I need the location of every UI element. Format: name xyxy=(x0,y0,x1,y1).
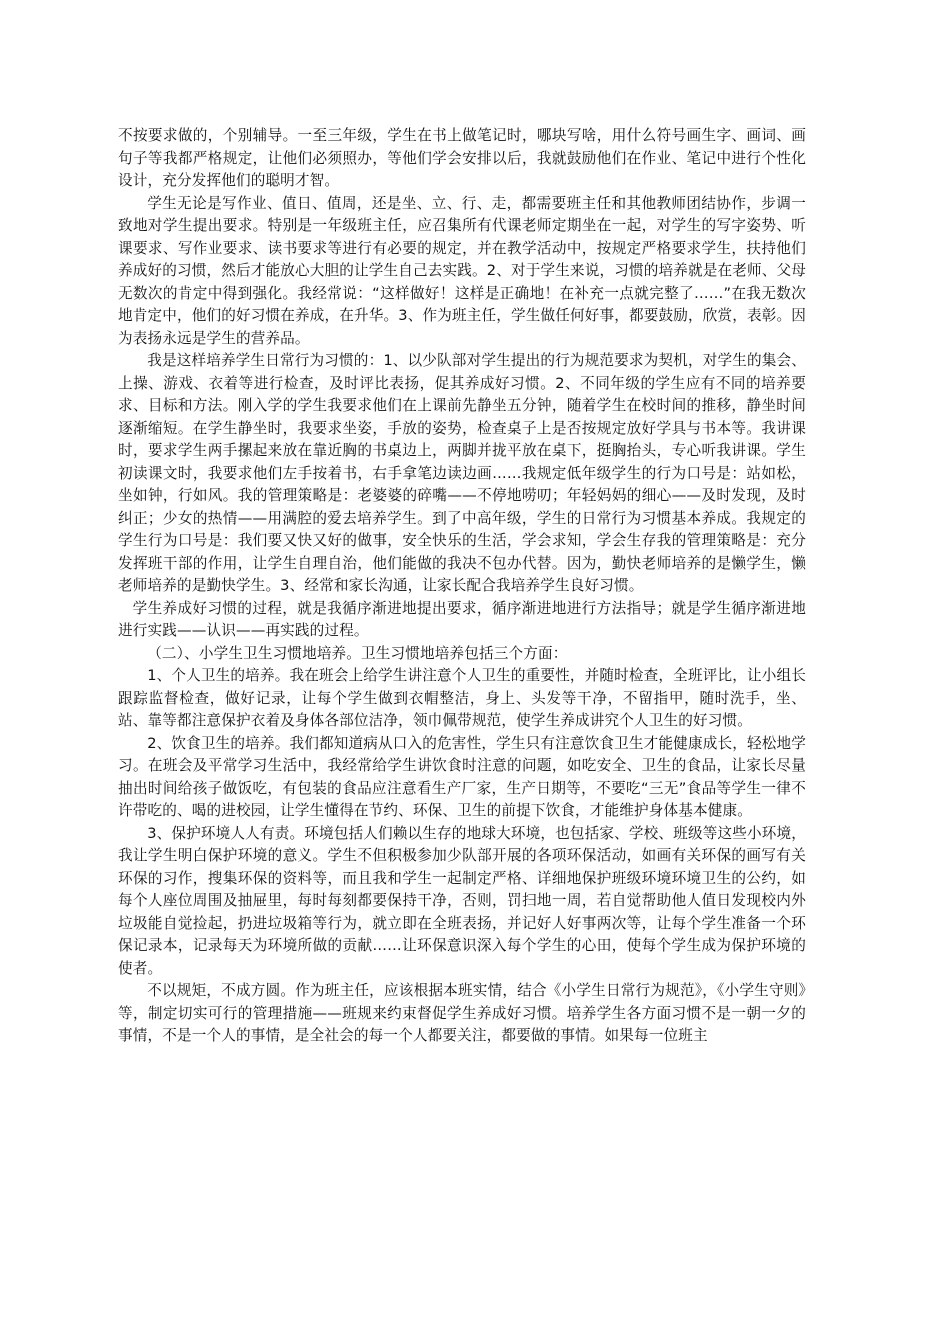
section-heading-hygiene: （二）、小学生卫生习惯地培养。卫生习惯地培养包括三个方面： xyxy=(147,644,568,662)
paragraph-food-hygiene: 2、饮食卫生的培养。我们都知道病从口入的危害性，学生只有注意饮食卫生才能健康成长，轻松地学习。在班会及平常学习生活中，我经常给学生讲饮食时注意的问题，如吃安全、卫生的食品，让家长尽量抽出时间给孩子做饭吃，有包装的食品应注意看生产厂家，生产日期等，不要吃“三无”食品等学生一律不许带吃的、喝的进校园，让学生懂得在节约、环保、卫生的前提下饮食，才能维护身体基本健康。 xyxy=(118,734,806,819)
paragraph-4: 学生养成好习惯的过程，就是我循序渐进地提出要求，循序渐进地进行方法指导；就是学生循序渐进地进行实践——认识——再实践的过程。 xyxy=(118,599,806,639)
paragraph-1: 不按要求做的，个别辅导。一至三年级，学生在书上做笔记时，哪块写啥，用什么符号画生字、画词、画句子等我都严格规定，让他们必须照办，等他们学会安排以后，我就鼓励他们在作业、笔记中进行个性化设计，充分发挥他们的聪明才智。 xyxy=(118,127,806,189)
paragraph-conclusion: 不以规矩，不成方圆。作为班主任，应该根据本班实情，结合《小学生日常行为规范》，《小学生守则》等，制定切实可行的管理措施——班规来约束督促学生养成好习惯。培养学生各方面习惯不是一朝一夕的事情，不是一个人的事情，是全社会的每一个人都要关注，都要做的事情。如果每一位班主 xyxy=(118,982,806,1044)
paragraph-environment: 3、保护环境人人有责。环境包括人们赖以生存的地球大环境，也包括家、学校、班级等这些小环境，我让学生明白保护环境的意义。学生不但积极参加少队部开展的各项环保活动，如画有关环保的画写有关环保的习作，搜集环保的资料等，而且我和学生一起制定严格、详细地保护班级环境环境卫生的公约，如每个人座位周围及抽屉里，每时每刻都要保持干净，否则，罚扫地一周，若自觉帮助他人值日发现校内外垃圾能自觉捡起，扔进垃圾箱等行为，就立即在全班表扬，并记好人好事两次等，让每个学生准备一个环保记录本，记录每天为环境所做的贡献……让环保意识深入每个学生的心田，使每个学生成为保护环境的使者。 xyxy=(118,824,806,977)
paragraph-3: 我是这样培养学生日常行为习惯的：1、以少队部对学生提出的行为规范要求为契机，对学生的集会、上操、游戏、衣着等进行检查，及时评比表扬，促其养成好习惯。2、不同年级的学生应有不同的培养要求、目标和方法。刚入学的学生我要求他们在上课前先静坐五分钟，随着学生在校时间的推移，静坐时间逐渐缩短。在学生静坐时，我要求坐姿，手放的姿势，检查桌子上是否按规定放好学具与书本等。我讲课时，要求学生两手摞起来放在靠近胸的书桌边上，两脚并拢平放在桌下，挺胸抬头，专心听我讲课。学生初读课文时，我要求他们左手按着书，右手拿笔边读边画……我规定低年级学生的行为口号是：站如松，坐如钟，行如风。我的管理策略是：老婆婆的碎嘴——不停地唠叨；年轻妈妈的细心——及时发现，及时纠正；少女的热情——用满腔的爱去培养学生。到了中高年级，学生的日常行为习惯基本养成。我规定的学生行为口号是：我们要又快又好的做事，安全快乐的生活，学会求知，学会生存我的管理策略是：充分发挥班干部的作用，让学生自理自治，他们能做的我决不包办代替。因为，勤快老师培养的是懒学生，懒老师培养的是勤快学生。3、经常和家长沟通，让家长配合我培养学生良好习惯。 xyxy=(118,352,806,594)
paragraph-personal-hygiene: 1、个人卫生的培养。我在班会上给学生讲注意个人卫生的重要性，并随时检查，全班评比，让小组长跟踪监督检查，做好记录，让每个学生做到衣帽整洁，身上、头发等干净，不留指甲，随时洗手，坐、站、靠等都注意保护衣着及身体各部位洁净，领巾佩带规范，使学生养成讲究个人卫生的好习惯。 xyxy=(118,667,806,729)
document-body xyxy=(118,125,806,1048)
paragraph-2: 学生无论是写作业、值日、值周，还是坐、立、行、走，都需要班主任和其他教师团结协作，步调一致地对学生提出要求。特别是一年级班主任，应召集所有代课老师定期坐在一起，对学生的写字姿势、听课要求、写作业要求、读书要求等进行有必要的规定，并在教学活动中，按规定严格要求学生，扶持他们养成好的习惯，然后才能放心大胆的让学生自己去实践。2、对于学生来说，习惯的培养就是在老师、父母无数次的肯定中得到强化。我经常说：“这样做好！这样是正确地！在补充一点就完整了……”在我无数次地肯定中，他们的好习惯在养成，在升华。3、作为班主任，学生做任何好事，都要鼓励，欣赏，表彰。因为表扬永远是学生的营养品。 xyxy=(118,194,806,347)
